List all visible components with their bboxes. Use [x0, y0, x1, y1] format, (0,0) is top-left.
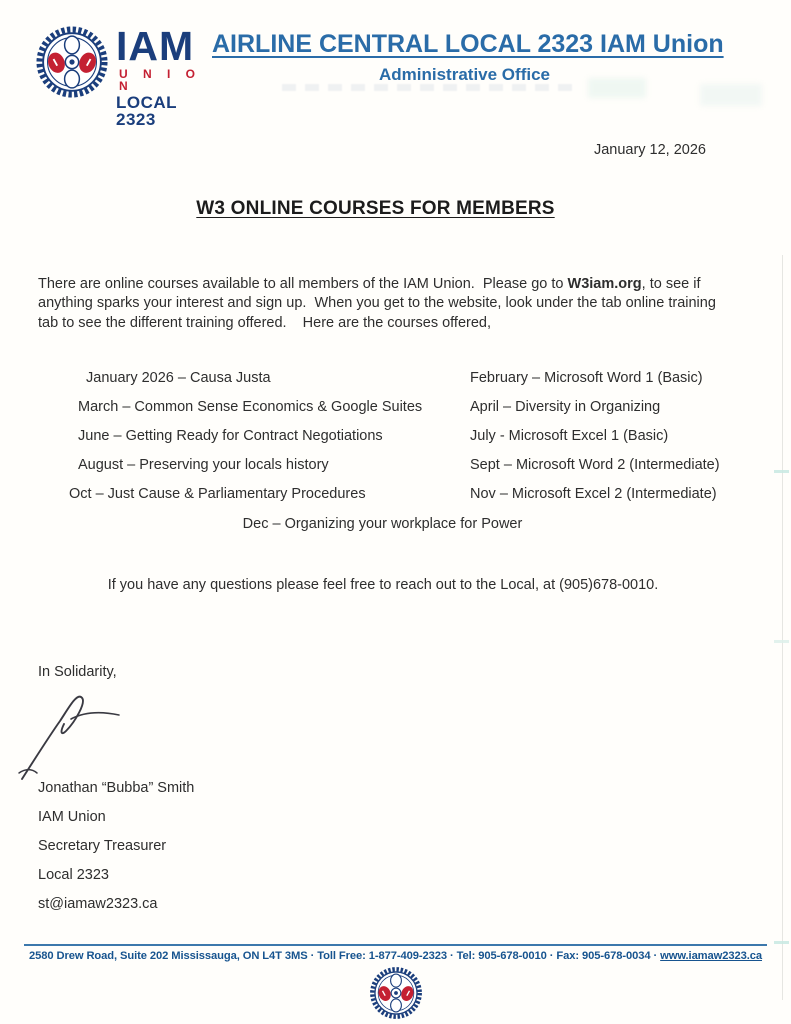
document-heading: W3 ONLINE COURSES FOR MEMBERS [196, 198, 555, 219]
footer-separator: · [653, 950, 658, 962]
scan-edge-tick-artifact [774, 941, 789, 944]
course-item: February – Microsoft Word 1 (Basic) [470, 370, 703, 386]
iam-gear-emblem-icon [369, 966, 423, 1020]
logo-iam-label: IAM [116, 23, 195, 69]
footer-website: www.iamaw2323.ca [660, 950, 762, 962]
footer-toll-free: Toll Free: 1-877-409-2323 [317, 950, 447, 962]
course-item: March – Common Sense Economics & Google Suites [78, 399, 423, 415]
letterhead-subtitle: Administrative Office [379, 65, 550, 84]
course-row [78, 428, 726, 457]
footer-divider [24, 944, 767, 946]
footer-separator: · [549, 950, 554, 962]
signer-email: st@iamaw2323.ca [38, 896, 158, 912]
footer-separator: · [310, 950, 315, 962]
scan-edge-line-artifact [782, 255, 783, 1000]
course-item: June – Getting Ready for Contract Negotiations [78, 428, 383, 444]
closing-salutation: In Solidarity, [38, 664, 117, 680]
course-item: January 2026 – Causa Justa [86, 370, 271, 386]
course-item-december: Dec – Organizing your workplace for Power [242, 516, 523, 532]
scan-ghost-text-artifact [282, 84, 572, 91]
course-item: Sept – Microsoft Word 2 (Intermediate) [470, 457, 720, 473]
letter-date: January 12, 2026 [593, 142, 706, 158]
scan-edge-tick-artifact [774, 470, 789, 473]
logo-local-label: LOCAL 2323 [116, 93, 177, 129]
iam-gear-emblem-icon [35, 25, 109, 99]
course-row [69, 486, 726, 515]
course-item: July - Microsoft Excel 1 (Basic) [470, 428, 669, 444]
handwritten-signature [16, 686, 131, 784]
scan-smudge-artifact [700, 84, 762, 106]
scan-smudge-artifact [588, 78, 646, 98]
course-row [78, 457, 726, 486]
course-item: August – Preserving your locals history [78, 457, 329, 473]
signer-org: IAM Union [38, 809, 106, 825]
scan-edge-tick-artifact [774, 640, 789, 643]
footer-separator: · [450, 950, 454, 962]
footer-address: 2580 Drew Road, Suite 202 Mississauga, ON L4T 3MS [28, 950, 308, 962]
footer-fax: Fax: 905-678-0034 [556, 950, 651, 962]
intro-text-before: There are online courses available to all members of the IAM Union. Please go to [38, 276, 568, 292]
logo-union-label: U N I O N [119, 67, 202, 93]
course-row [78, 370, 726, 399]
signer-local: Local 2323 [38, 867, 109, 883]
signature-block [38, 774, 194, 919]
intro-text-after: , to see if anything sparks your interest and sign up. When you get to the website, look under the tab online training tab to see the different training offered. Here are the courses offered, [38, 276, 720, 331]
footer-tel: Tel: 905-678-0010 [456, 950, 547, 962]
course-row [78, 399, 726, 428]
header-logo [35, 20, 215, 129]
footer-contact-line [8, 950, 783, 962]
intro-paragraph [38, 275, 735, 333]
course-item: Oct – Just Cause & Parliamentary Procedures [69, 486, 366, 502]
letterhead-title: AIRLINE CENTRAL LOCAL 2323 IAM Union [212, 30, 724, 58]
course-list [69, 370, 726, 515]
course-item: Nov – Microsoft Excel 2 (Intermediate) [470, 486, 717, 502]
questions-line: If you have any questions please feel free to reach out to the Local, at (905)678-0010. [107, 577, 659, 593]
letterhead [212, 30, 724, 85]
signer-name: Jonathan “Bubba” Smith [38, 780, 195, 796]
logo-text [116, 20, 215, 129]
intro-website-mention: W3iam.org [567, 276, 642, 292]
signer-title: Secretary Treasurer [38, 838, 167, 854]
course-item: April – Diversity in Organizing [470, 399, 661, 415]
